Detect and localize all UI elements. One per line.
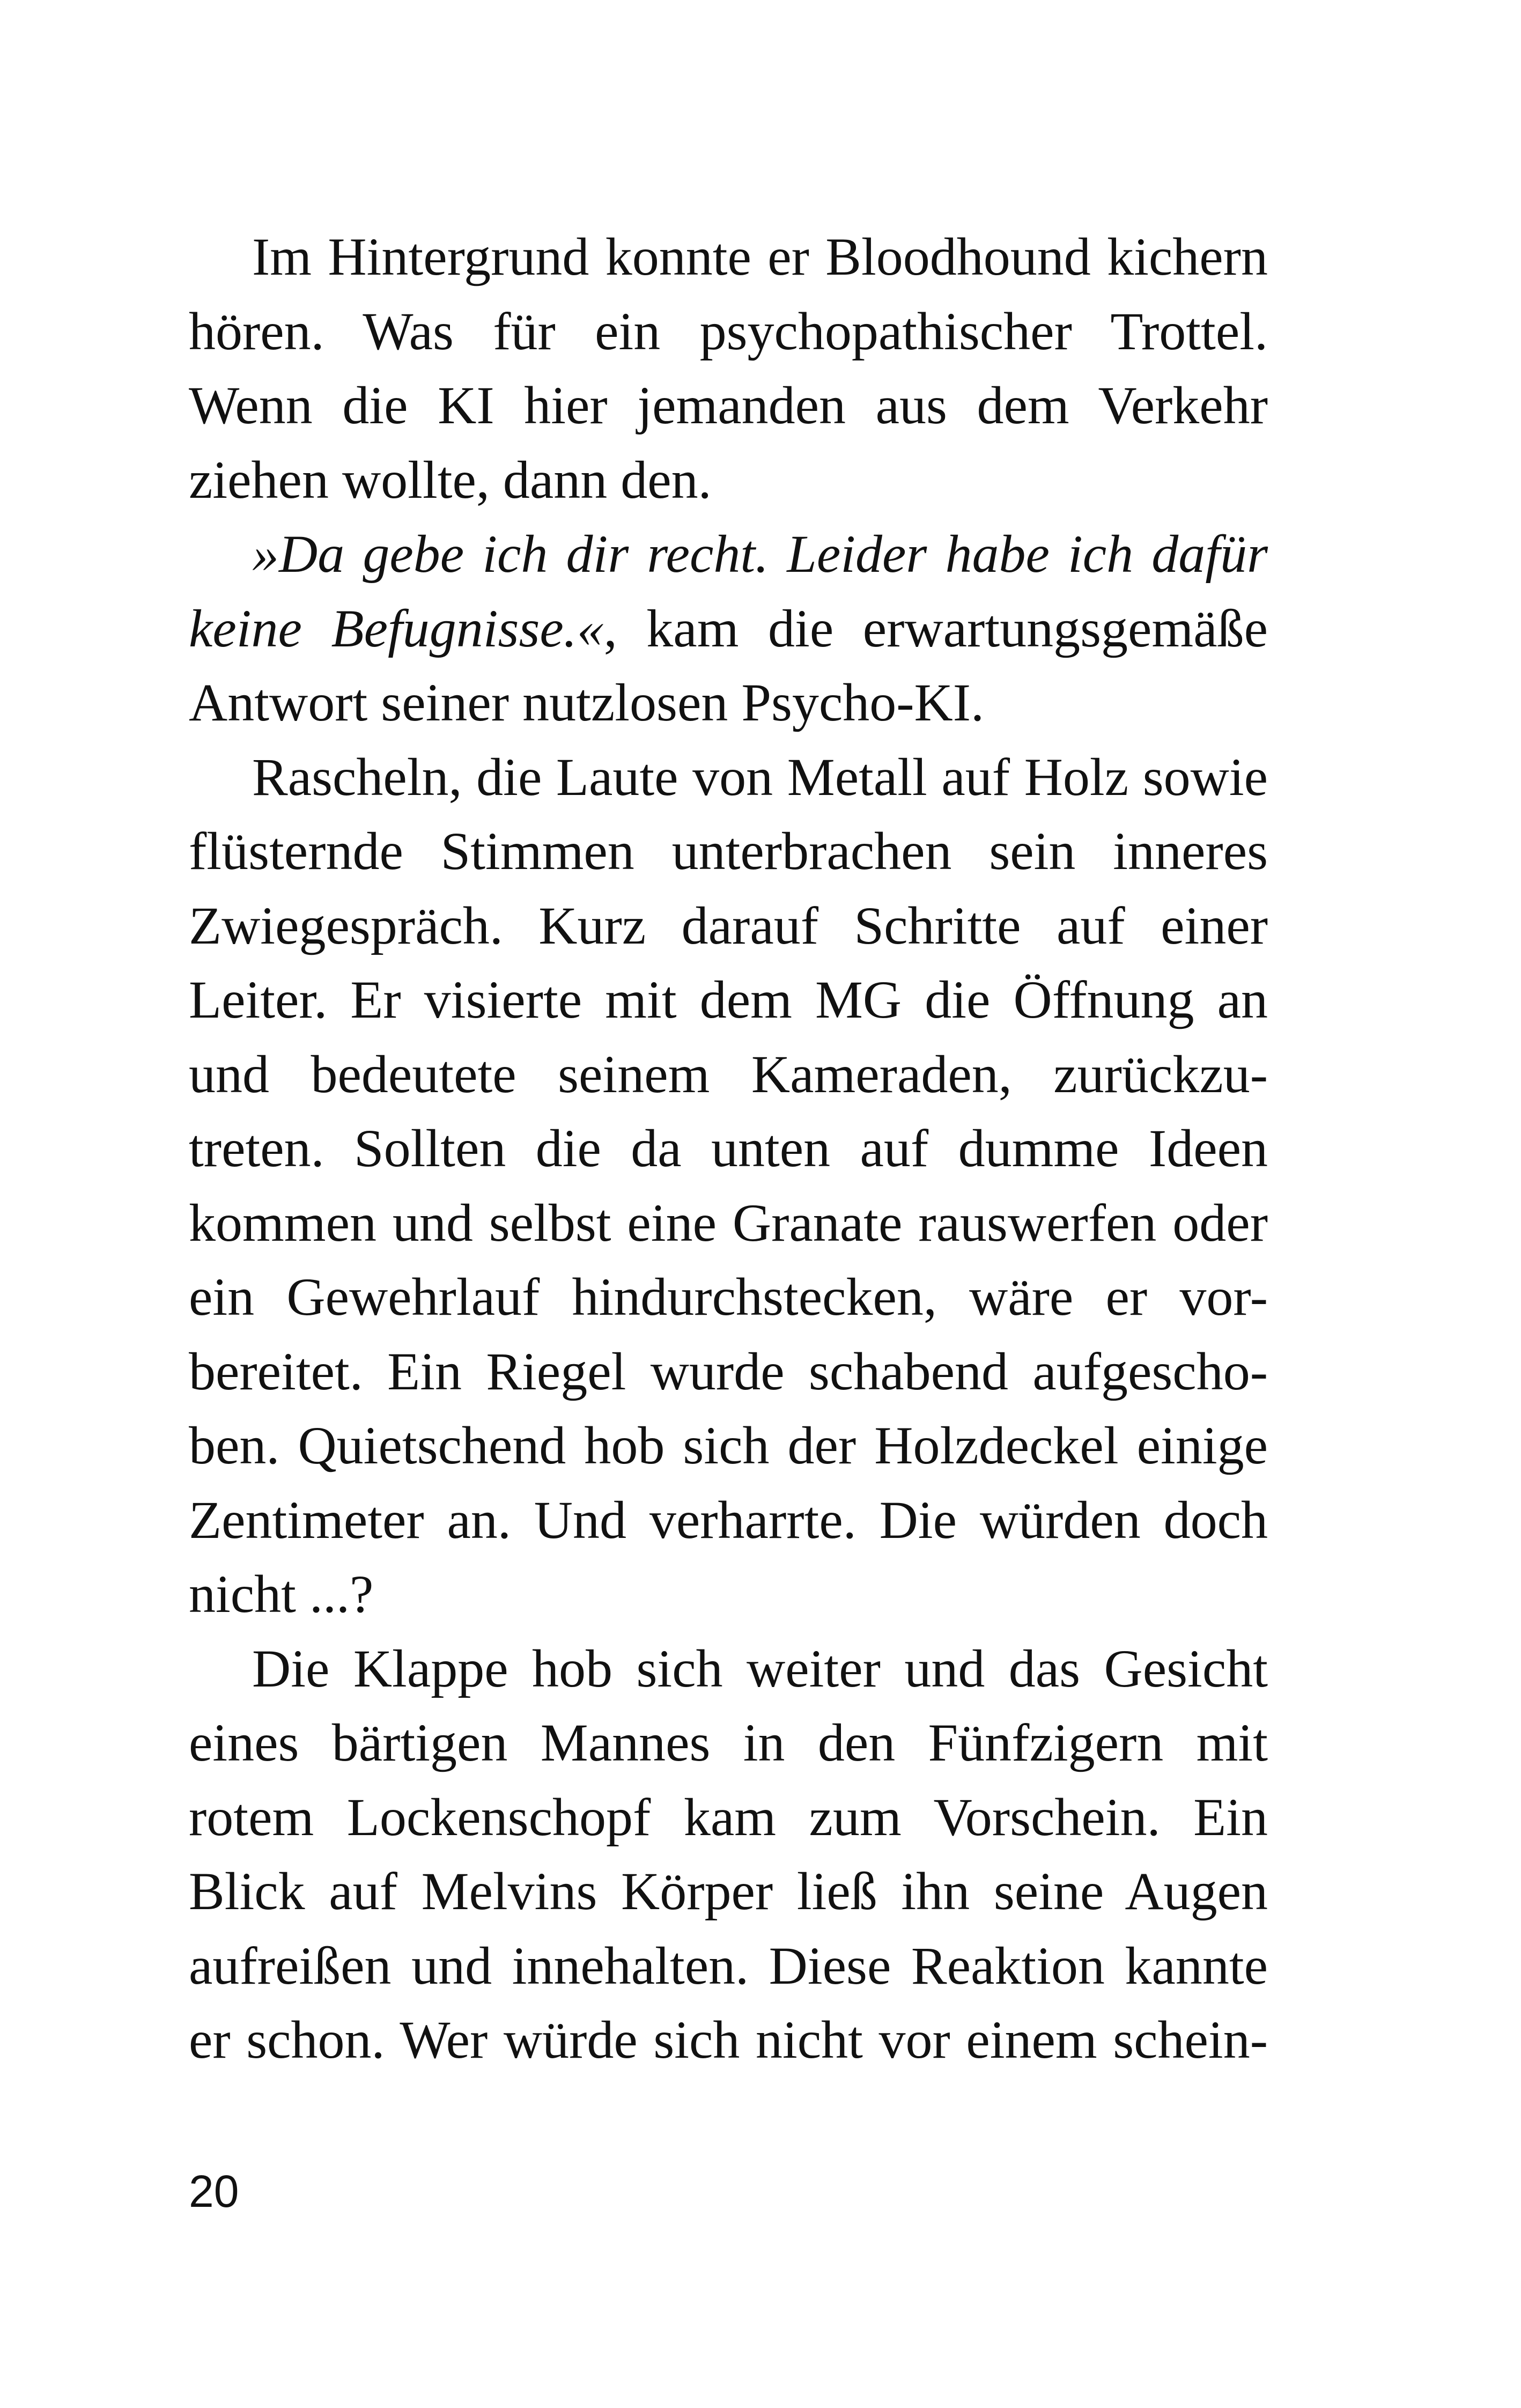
- text-line: kommen und selbst eine Granate rauswerfen oder: [189, 1192, 1268, 1253]
- text-line: Zwiegespräch. Kurz darauf Schritte auf einer: [189, 895, 1268, 955]
- text-line: nicht ...?: [189, 1564, 374, 1624]
- text-line: treten. Sollten die da unten auf dumme Ideen: [189, 1118, 1268, 1178]
- text-line: und bedeutete seinem Kameraden, zurückzu-: [189, 1044, 1268, 1104]
- page-number: 20: [189, 2166, 239, 2216]
- italic-quote: keine Befugnisse.«: [189, 598, 604, 658]
- text-line: Die Klappe hob sich weiter und das Gesicht: [252, 1638, 1268, 1698]
- text-line: Leiter. Er visierte mit dem MG die Öffnung an: [189, 970, 1268, 1029]
- text-line: Im Hintergrund konnte er Bloodhound kichern: [252, 227, 1268, 286]
- text-line: Zentimeter an. Und verharrte. Die würden doch: [189, 1490, 1268, 1550]
- text-line: hören. Was für ein psychopathischer Trottel.: [189, 301, 1268, 361]
- text-line: Wenn die KI hier jemanden aus dem Verkehr: [189, 375, 1268, 435]
- text-line: ben. Quietschend hob sich der Holzdeckel einige: [189, 1416, 1268, 1475]
- text-line: ziehen wollte, dann den.: [189, 450, 712, 510]
- text-line: rotem Lockenschopf kam zum Vorschein. Ein: [189, 1787, 1268, 1847]
- text-line: flüsternde Stimmen unterbrachen sein inneres: [189, 821, 1268, 881]
- text-line: Blick auf Melvins Körper ließ ihn seine Augen: [189, 1861, 1268, 1921]
- text-line: bereitet. Ein Riegel wurde schabend aufgescho-: [189, 1341, 1268, 1401]
- body-text: [189, 220, 1268, 2078]
- text-line: aufreißen und innehalten. Diese Reaktion kannte: [189, 1935, 1268, 1995]
- text-line: Rascheln, die Laute von Metall auf Holz sowie: [252, 747, 1268, 807]
- text-line: Antwort seiner nutzlosen Psycho-KI.: [189, 673, 985, 732]
- text-line: »Da gebe ich dir recht. Leider habe ich dafür: [252, 524, 1268, 584]
- line-continuation: , kam die erwartungsgemäße: [603, 598, 1268, 658]
- text-line: ein Gewehrlauf hindurchstecken, wäre er vor-: [189, 1267, 1268, 1327]
- text-line: er schon. Wer würde sich nicht vor einem schein-: [189, 2010, 1268, 2070]
- text-line: [189, 592, 1268, 666]
- text-line: eines bärtigen Mannes in den Fünfzigern mit: [189, 1713, 1268, 1772]
